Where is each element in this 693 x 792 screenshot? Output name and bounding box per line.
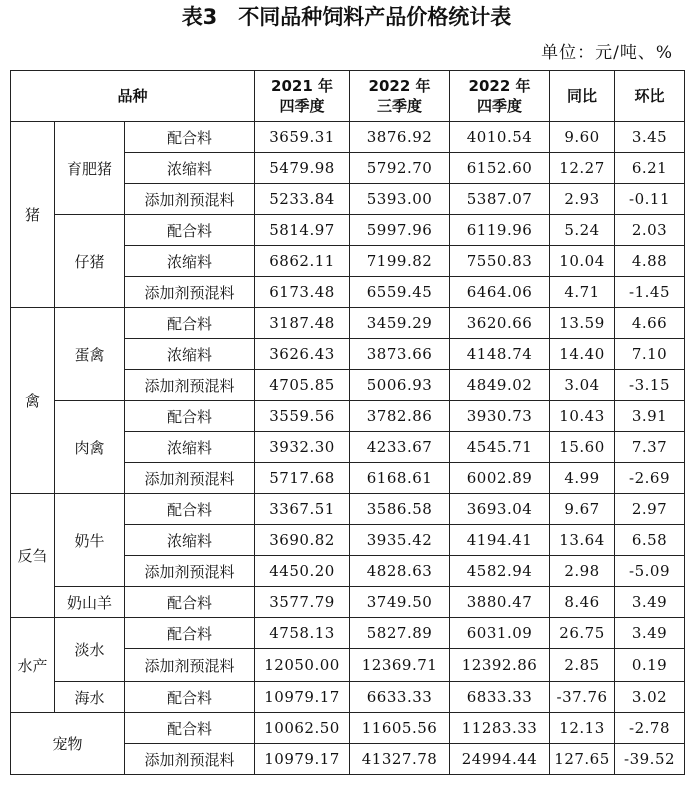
value-qoq: 3.45 bbox=[615, 122, 685, 153]
value-2022q4: 6031.09 bbox=[450, 618, 550, 649]
table-row bbox=[11, 682, 685, 713]
subcategory-freshwater: 淡水 bbox=[55, 618, 125, 682]
table-row bbox=[11, 494, 685, 525]
value-yoy: 26.75 bbox=[550, 618, 615, 649]
header-qoq: 环比 bbox=[615, 71, 685, 122]
value-2022q3: 5827.89 bbox=[350, 618, 450, 649]
value-2022q4: 4010.54 bbox=[450, 122, 550, 153]
value-2022q4: 4582.94 bbox=[450, 556, 550, 587]
value-2022q4: 5387.07 bbox=[450, 184, 550, 215]
value-yoy: 2.98 bbox=[550, 556, 615, 587]
value-2022q4: 3880.47 bbox=[450, 587, 550, 618]
value-yoy: -37.76 bbox=[550, 682, 615, 713]
category-aquatic: 水产 bbox=[11, 618, 55, 713]
header-2021q4: 2021 年 四季度 bbox=[255, 71, 350, 122]
table-row bbox=[11, 587, 685, 618]
value-qoq: -1.45 bbox=[615, 277, 685, 308]
feed-type: 添加剂预混料 bbox=[125, 649, 255, 682]
value-2021q4: 4450.20 bbox=[255, 556, 350, 587]
table-row bbox=[11, 122, 685, 153]
value-2021q4: 4758.13 bbox=[255, 618, 350, 649]
value-2022q4: 3693.04 bbox=[450, 494, 550, 525]
value-2022q3: 3782.86 bbox=[350, 401, 450, 432]
value-2021q4: 5717.68 bbox=[255, 463, 350, 494]
feed-type: 添加剂预混料 bbox=[125, 184, 255, 215]
value-2021q4: 3577.79 bbox=[255, 587, 350, 618]
value-2021q4: 10062.50 bbox=[255, 713, 350, 744]
value-2022q4: 7550.83 bbox=[450, 246, 550, 277]
value-2022q4: 6152.60 bbox=[450, 153, 550, 184]
value-qoq: -2.78 bbox=[615, 713, 685, 744]
category-pig: 猪 bbox=[11, 122, 55, 308]
unit-note: 单位：元/吨、% bbox=[541, 43, 673, 63]
value-qoq: 6.58 bbox=[615, 525, 685, 556]
value-qoq: 3.49 bbox=[615, 618, 685, 649]
value-2022q3: 4828.63 bbox=[350, 556, 450, 587]
value-2021q4: 5233.84 bbox=[255, 184, 350, 215]
value-2022q3: 5997.96 bbox=[350, 215, 450, 246]
value-yoy: 2.93 bbox=[550, 184, 615, 215]
feed-type: 添加剂预混料 bbox=[125, 370, 255, 401]
feed-type: 配合料 bbox=[125, 682, 255, 713]
feed-type: 浓缩料 bbox=[125, 339, 255, 370]
value-2022q3: 5006.93 bbox=[350, 370, 450, 401]
value-yoy: 12.13 bbox=[550, 713, 615, 744]
table-row bbox=[11, 308, 685, 339]
value-yoy: 13.59 bbox=[550, 308, 615, 339]
value-2022q4: 4148.74 bbox=[450, 339, 550, 370]
value-2021q4: 3690.82 bbox=[255, 525, 350, 556]
value-yoy: 13.64 bbox=[550, 525, 615, 556]
value-qoq: 3.91 bbox=[615, 401, 685, 432]
value-2021q4: 3932.30 bbox=[255, 432, 350, 463]
header-2022q3: 2022 年 三季度 bbox=[350, 71, 450, 122]
value-qoq: 7.10 bbox=[615, 339, 685, 370]
value-yoy: 127.65 bbox=[550, 744, 615, 775]
value-2022q4: 6002.89 bbox=[450, 463, 550, 494]
subcategory-broiler: 肉禽 bbox=[55, 401, 125, 494]
value-2021q4: 10979.17 bbox=[255, 682, 350, 713]
feed-type: 配合料 bbox=[125, 587, 255, 618]
value-qoq: 7.37 bbox=[615, 432, 685, 463]
value-qoq: 6.21 bbox=[615, 153, 685, 184]
category-poultry: 禽 bbox=[11, 308, 55, 494]
value-2022q3: 3935.42 bbox=[350, 525, 450, 556]
header-row bbox=[11, 71, 685, 122]
header-variety: 品种 bbox=[11, 71, 255, 122]
value-2022q4: 6464.06 bbox=[450, 277, 550, 308]
header-yoy: 同比 bbox=[550, 71, 615, 122]
subcategory-dairy-cow: 奶牛 bbox=[55, 494, 125, 587]
subcategory-piglet: 仔猪 bbox=[55, 215, 125, 308]
value-yoy: 9.67 bbox=[550, 494, 615, 525]
feed-type: 配合料 bbox=[125, 122, 255, 153]
table-title: 表3 不同品种饲料产品价格统计表 bbox=[181, 5, 512, 29]
value-yoy: 9.60 bbox=[550, 122, 615, 153]
subcategory-fattening-pig: 育肥猪 bbox=[55, 122, 125, 215]
value-yoy: 12.27 bbox=[550, 153, 615, 184]
value-qoq: -39.52 bbox=[615, 744, 685, 775]
value-qoq: -3.15 bbox=[615, 370, 685, 401]
value-qoq: 3.49 bbox=[615, 587, 685, 618]
feed-type: 浓缩料 bbox=[125, 246, 255, 277]
value-yoy: 2.85 bbox=[550, 649, 615, 682]
value-2022q4: 4545.71 bbox=[450, 432, 550, 463]
value-2022q3: 4233.67 bbox=[350, 432, 450, 463]
value-2022q3: 6559.45 bbox=[350, 277, 450, 308]
value-yoy: 4.99 bbox=[550, 463, 615, 494]
value-2022q4: 4849.02 bbox=[450, 370, 550, 401]
value-qoq: 0.19 bbox=[615, 649, 685, 682]
category-pet: 宠物 bbox=[11, 713, 125, 775]
subcategory-seawater: 海水 bbox=[55, 682, 125, 713]
value-qoq: 4.66 bbox=[615, 308, 685, 339]
value-2021q4: 5479.98 bbox=[255, 153, 350, 184]
value-2021q4: 3659.31 bbox=[255, 122, 350, 153]
feed-type: 配合料 bbox=[125, 494, 255, 525]
feed-type: 添加剂预混料 bbox=[125, 277, 255, 308]
value-qoq: -0.11 bbox=[615, 184, 685, 215]
value-yoy: 10.04 bbox=[550, 246, 615, 277]
feed-type: 添加剂预混料 bbox=[125, 463, 255, 494]
value-yoy: 5.24 bbox=[550, 215, 615, 246]
feed-price-table bbox=[10, 70, 685, 775]
value-2022q4: 4194.41 bbox=[450, 525, 550, 556]
value-qoq: 2.97 bbox=[615, 494, 685, 525]
value-qoq: 4.88 bbox=[615, 246, 685, 277]
table-row bbox=[11, 713, 685, 744]
table-row bbox=[11, 401, 685, 432]
value-2022q3: 7199.82 bbox=[350, 246, 450, 277]
value-2021q4: 3559.56 bbox=[255, 401, 350, 432]
value-2021q4: 3187.48 bbox=[255, 308, 350, 339]
value-2021q4: 6173.48 bbox=[255, 277, 350, 308]
value-2022q3: 12369.71 bbox=[350, 649, 450, 682]
value-2022q4: 3620.66 bbox=[450, 308, 550, 339]
value-yoy: 8.46 bbox=[550, 587, 615, 618]
feed-type: 添加剂预混料 bbox=[125, 556, 255, 587]
value-qoq: 3.02 bbox=[615, 682, 685, 713]
value-yoy: 10.43 bbox=[550, 401, 615, 432]
value-qoq: -5.09 bbox=[615, 556, 685, 587]
value-2022q3: 3749.50 bbox=[350, 587, 450, 618]
value-2021q4: 4705.85 bbox=[255, 370, 350, 401]
value-2022q3: 3586.58 bbox=[350, 494, 450, 525]
table-row bbox=[11, 215, 685, 246]
value-yoy: 15.60 bbox=[550, 432, 615, 463]
value-2021q4: 3367.51 bbox=[255, 494, 350, 525]
subcategory-dairy-goat: 奶山羊 bbox=[55, 587, 125, 618]
value-2022q3: 6168.61 bbox=[350, 463, 450, 494]
value-2022q3: 41327.78 bbox=[350, 744, 450, 775]
value-2021q4: 5814.97 bbox=[255, 215, 350, 246]
value-2022q3: 3876.92 bbox=[350, 122, 450, 153]
value-qoq: 2.03 bbox=[615, 215, 685, 246]
value-2022q4: 12392.86 bbox=[450, 649, 550, 682]
value-2022q3: 3873.66 bbox=[350, 339, 450, 370]
value-2022q3: 5393.00 bbox=[350, 184, 450, 215]
feed-type: 配合料 bbox=[125, 713, 255, 744]
value-yoy: 4.71 bbox=[550, 277, 615, 308]
value-2021q4: 3626.43 bbox=[255, 339, 350, 370]
feed-type: 配合料 bbox=[125, 308, 255, 339]
value-2022q3: 11605.56 bbox=[350, 713, 450, 744]
feed-type: 浓缩料 bbox=[125, 432, 255, 463]
feed-type: 配合料 bbox=[125, 618, 255, 649]
value-qoq: -2.69 bbox=[615, 463, 685, 494]
value-2022q3: 3459.29 bbox=[350, 308, 450, 339]
feed-type: 添加剂预混料 bbox=[125, 744, 255, 775]
feed-type: 配合料 bbox=[125, 215, 255, 246]
value-2022q4: 6119.96 bbox=[450, 215, 550, 246]
value-yoy: 14.40 bbox=[550, 339, 615, 370]
feed-type: 浓缩料 bbox=[125, 153, 255, 184]
subcategory-layer: 蛋禽 bbox=[55, 308, 125, 401]
value-2022q4: 3930.73 bbox=[450, 401, 550, 432]
table-row bbox=[11, 618, 685, 649]
value-2022q3: 6633.33 bbox=[350, 682, 450, 713]
value-2022q4: 6833.33 bbox=[450, 682, 550, 713]
value-2022q3: 5792.70 bbox=[350, 153, 450, 184]
feed-type: 配合料 bbox=[125, 401, 255, 432]
value-2021q4: 12050.00 bbox=[255, 649, 350, 682]
value-2022q4: 24994.44 bbox=[450, 744, 550, 775]
value-2022q4: 11283.33 bbox=[450, 713, 550, 744]
feed-type: 浓缩料 bbox=[125, 525, 255, 556]
category-ruminant: 反刍 bbox=[11, 494, 55, 618]
value-yoy: 3.04 bbox=[550, 370, 615, 401]
header-2022q4: 2022 年 四季度 bbox=[450, 71, 550, 122]
value-2021q4: 6862.11 bbox=[255, 246, 350, 277]
value-2021q4: 10979.17 bbox=[255, 744, 350, 775]
